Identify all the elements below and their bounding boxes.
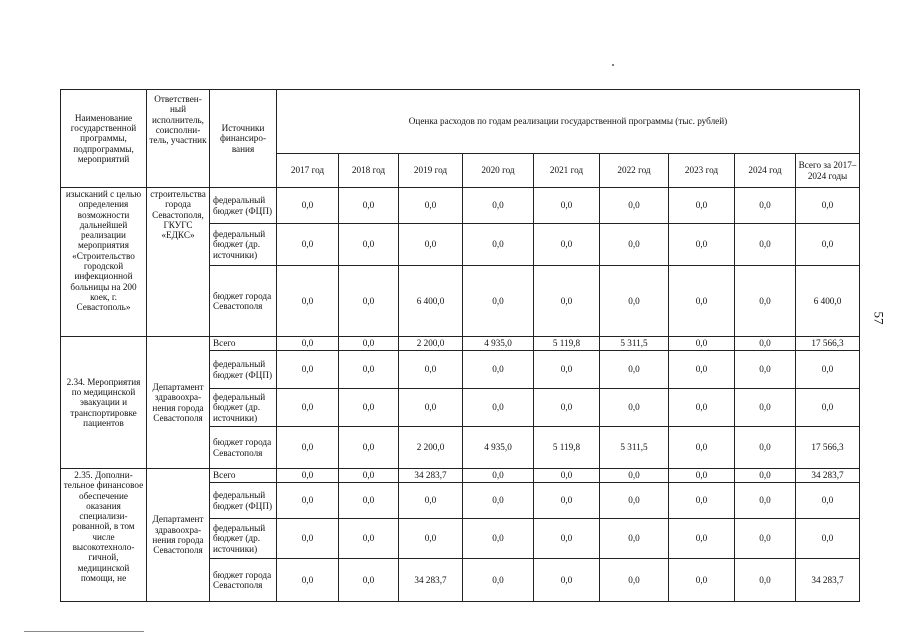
value-cell: 0,0 — [669, 559, 735, 602]
value-cell: 0,0 — [796, 224, 860, 266]
value-cell: 2 200,0 — [399, 337, 463, 351]
header-year: 2022 год — [600, 154, 669, 188]
value-cell: 0,0 — [735, 351, 796, 389]
executor: Департамент здравоохра-нения города Севастополя — [147, 337, 210, 469]
header-year: 2018 год — [339, 154, 399, 188]
value-cell: 0,0 — [600, 469, 669, 483]
value-cell: 0,0 — [277, 389, 339, 427]
value-cell: 0,0 — [463, 266, 534, 337]
header-total-years: Всего за 2017–2024 годы — [796, 154, 860, 188]
value-cell: 0,0 — [339, 188, 399, 224]
value-cell: 0,0 — [339, 427, 399, 469]
value-cell: 0,0 — [277, 188, 339, 224]
header-executor: Ответствен-ный исполнитель, соисполни-тель, участник — [147, 90, 210, 188]
value-cell: 0,0 — [600, 519, 669, 559]
value-cell: 6 400,0 — [796, 266, 860, 337]
source-label: федеральный бюджет (др. источники) — [210, 224, 277, 266]
value-cell: 5 119,8 — [534, 337, 600, 351]
value-cell: 0,0 — [277, 266, 339, 337]
value-cell: 0,0 — [463, 389, 534, 427]
value-cell: 0,0 — [600, 266, 669, 337]
page-number: 57 — [871, 311, 887, 325]
value-cell: 0,0 — [669, 389, 735, 427]
value-cell: 0,0 — [277, 224, 339, 266]
value-cell: 0,0 — [463, 224, 534, 266]
value-cell: 0,0 — [277, 351, 339, 389]
value-cell: 0,0 — [534, 188, 600, 224]
source-label: федеральный бюджет (ФЦП) — [210, 188, 277, 224]
value-cell: 0,0 — [735, 224, 796, 266]
value-cell: 0,0 — [534, 483, 600, 519]
header-year: 2017 год — [277, 154, 339, 188]
source-label: федеральный бюджет (др. источники) — [210, 519, 277, 559]
value-cell: 0,0 — [669, 337, 735, 351]
value-cell: 0,0 — [339, 483, 399, 519]
value-cell: 0,0 — [277, 559, 339, 602]
source-label: Всего — [210, 469, 277, 483]
value-cell: 0,0 — [277, 337, 339, 351]
value-cell: 0,0 — [735, 469, 796, 483]
value-cell: 34 283,7 — [399, 469, 463, 483]
value-cell: 17 566,3 — [796, 427, 860, 469]
value-cell: 0,0 — [399, 188, 463, 224]
value-cell: 0,0 — [600, 224, 669, 266]
source-label: бюджет города Севастополя — [210, 427, 277, 469]
value-cell: 0,0 — [735, 389, 796, 427]
value-cell: 0,0 — [600, 559, 669, 602]
source-label: Всего — [210, 337, 277, 351]
source-label: федеральный бюджет (др. источники) — [210, 389, 277, 427]
table-row — [61, 337, 860, 351]
header-row-1 — [61, 90, 860, 154]
table-row — [61, 188, 860, 224]
source-label: бюджет города Севастополя — [210, 559, 277, 602]
value-cell: 34 283,7 — [399, 559, 463, 602]
value-cell: 0,0 — [463, 483, 534, 519]
value-cell: 0,0 — [735, 266, 796, 337]
value-cell: 5 119,8 — [534, 427, 600, 469]
value-cell: 0,0 — [600, 351, 669, 389]
value-cell: 0,0 — [463, 351, 534, 389]
value-cell: 0,0 — [339, 224, 399, 266]
header-year: 2023 год — [669, 154, 735, 188]
header-source: Источники финансиро-вания — [210, 90, 277, 188]
value-cell: 0,0 — [669, 224, 735, 266]
value-cell: 0,0 — [463, 559, 534, 602]
value-cell: 0,0 — [534, 469, 600, 483]
value-cell: 0,0 — [534, 519, 600, 559]
value-cell: 0,0 — [339, 559, 399, 602]
executor: Департамент здравоохра-нения города Севастополя — [147, 469, 210, 602]
value-cell: 0,0 — [339, 266, 399, 337]
value-cell: 0,0 — [399, 351, 463, 389]
value-cell: 0,0 — [735, 483, 796, 519]
value-cell: 2 200,0 — [399, 427, 463, 469]
value-cell: 0,0 — [669, 266, 735, 337]
program-name: 2.35. Дополни-тельное финансовое обеспечение оказания специализи-рованной, в том числе высокотехноло-гичной, медицинской помощи, не — [61, 469, 147, 602]
value-cell: 0,0 — [600, 389, 669, 427]
value-cell: 0,0 — [277, 483, 339, 519]
value-cell: 0,0 — [339, 389, 399, 427]
value-cell: 0,0 — [339, 351, 399, 389]
value-cell: 6 400,0 — [399, 266, 463, 337]
value-cell: 0,0 — [277, 469, 339, 483]
value-cell: 0,0 — [399, 224, 463, 266]
value-cell: 0,0 — [463, 469, 534, 483]
value-cell: 0,0 — [399, 483, 463, 519]
value-cell: 5 311,5 — [600, 427, 669, 469]
table-row — [61, 469, 860, 483]
value-cell: 0,0 — [534, 559, 600, 602]
value-cell: 0,0 — [399, 519, 463, 559]
value-cell: 0,0 — [534, 389, 600, 427]
value-cell: 5 311,5 — [600, 337, 669, 351]
value-cell: 0,0 — [796, 188, 860, 224]
value-cell: 4 935,0 — [463, 337, 534, 351]
header-year: 2021 год — [534, 154, 600, 188]
value-cell: 0,0 — [277, 427, 339, 469]
source-label: федеральный бюджет (ФЦП) — [210, 351, 277, 389]
value-cell: 4 935,0 — [463, 427, 534, 469]
value-cell: 0,0 — [600, 188, 669, 224]
value-cell: 0,0 — [796, 519, 860, 559]
value-cell: 0,0 — [463, 519, 534, 559]
value-cell: 0,0 — [735, 427, 796, 469]
value-cell: 0,0 — [600, 483, 669, 519]
budget-table — [60, 89, 860, 602]
value-cell: 0,0 — [669, 351, 735, 389]
scan-speck — [612, 64, 614, 66]
value-cell: 0,0 — [339, 519, 399, 559]
value-cell: 0,0 — [735, 559, 796, 602]
value-cell: 0,0 — [534, 351, 600, 389]
source-label: федеральный бюджет (ФЦП) — [210, 483, 277, 519]
value-cell: 0,0 — [339, 337, 399, 351]
value-cell: 0,0 — [796, 389, 860, 427]
value-cell: 0,0 — [339, 469, 399, 483]
header-year: 2020 год — [463, 154, 534, 188]
value-cell: 0,0 — [735, 188, 796, 224]
value-cell: 34 283,7 — [796, 559, 860, 602]
value-cell: 0,0 — [669, 427, 735, 469]
value-cell: 0,0 — [534, 266, 600, 337]
program-name: 2.34. Мероприятия по медицинской эвакуации и транспортировке пациентов — [61, 337, 147, 469]
value-cell: 34 283,7 — [796, 469, 860, 483]
header-year: 2019 год — [399, 154, 463, 188]
header-name: Наименование государственной программы, подпрограммы, мероприятий — [61, 90, 147, 188]
executor: строительства города Севастополя, ГКУГС «ЕДКС» — [147, 188, 210, 337]
value-cell: 17 566,3 — [796, 337, 860, 351]
footnote-rule — [24, 631, 144, 632]
header-year: 2024 год — [735, 154, 796, 188]
value-cell: 0,0 — [463, 188, 534, 224]
header-estimate: Оценка расходов по годам реализации государственной программы (тыс. рублей) — [277, 90, 860, 154]
value-cell: 0,0 — [669, 519, 735, 559]
value-cell: 0,0 — [534, 224, 600, 266]
value-cell: 0,0 — [735, 337, 796, 351]
value-cell: 0,0 — [796, 351, 860, 389]
source-label: бюджет города Севастополя — [210, 266, 277, 337]
value-cell: 0,0 — [735, 519, 796, 559]
value-cell: 0,0 — [277, 519, 339, 559]
value-cell: 0,0 — [669, 188, 735, 224]
value-cell: 0,0 — [796, 483, 860, 519]
value-cell: 0,0 — [669, 483, 735, 519]
value-cell: 0,0 — [669, 469, 735, 483]
program-name: изысканий с целью определения возможности дальнейшей реализации мероприятия «Строительство городской инфекционной больницы на 200 коек, г. Севастополь» — [61, 188, 147, 337]
value-cell: 0,0 — [399, 389, 463, 427]
